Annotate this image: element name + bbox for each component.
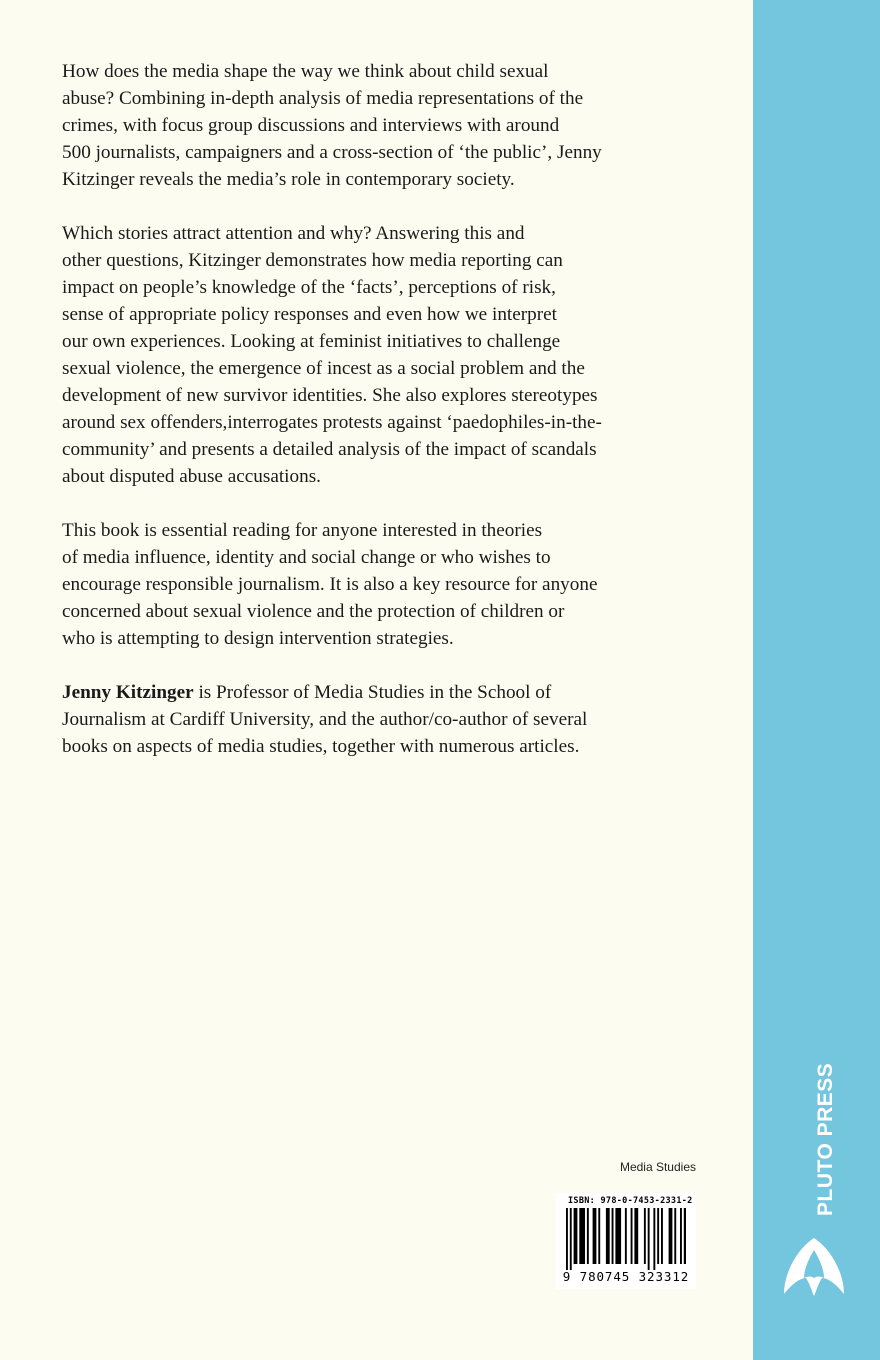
- text-line: of media influence, identity and social change or who wishes to: [62, 547, 551, 568]
- author-bio-text: is Professor of Media Studies in the School of: [193, 682, 552, 703]
- text-line: around sex offenders,interrogates protests against ‘paedophiles-in-the-: [62, 412, 602, 433]
- text-line: crimes, with focus group discussions and interviews with around: [62, 115, 560, 136]
- text-line: concerned about sexual violence and the protection of children or: [62, 601, 565, 622]
- barcode-bar: [574, 1208, 578, 1264]
- text-line: Which stories attract attention and why? Answering this and: [62, 223, 525, 244]
- pluto-press-logo-icon: [782, 1236, 846, 1298]
- barcode-bar: [653, 1208, 655, 1270]
- text-line: who is attempting to design intervention strategies.: [62, 628, 454, 649]
- blurb-paragraph-3: [62, 517, 702, 652]
- text-line: Journalism at Cardiff University, and the author/co-author of several: [62, 709, 588, 730]
- text-line: impact on people’s knowledge of the ‘facts’, perceptions of risk,: [62, 277, 556, 298]
- text-line: community’ and presents a detailed analysis of the impact of scandals: [62, 439, 597, 460]
- isbn-barcode: [556, 1193, 696, 1289]
- barcode-bar: [657, 1208, 659, 1264]
- barcode-bar: [625, 1208, 627, 1264]
- author-bio: [62, 679, 702, 760]
- barcode-bar: [612, 1208, 614, 1264]
- text-line: our own experiences. Looking at feminist initiatives to challenge: [62, 331, 561, 352]
- barcode-bar: [661, 1208, 663, 1264]
- text-line: abuse? Combining in-depth analysis of media representations of the: [62, 88, 584, 109]
- text-line: about disputed abuse accusations.: [62, 466, 321, 487]
- barcode-bar: [680, 1208, 682, 1264]
- barcode-bars: [566, 1208, 686, 1270]
- barcode-bar: [648, 1208, 650, 1270]
- text-line: How does the media shape the way we think about child sexual: [62, 61, 549, 82]
- blurb-paragraph-1: [62, 58, 702, 193]
- text-line: development of new survivor identities. She also explores stereotypes: [62, 385, 598, 406]
- barcode-bar: [684, 1208, 686, 1264]
- barcode-bar: [587, 1208, 589, 1264]
- text-line: 500 journalists, campaigners and a cross-section of ‘the public’, Jenny: [62, 142, 602, 163]
- barcode-bar: [669, 1208, 673, 1264]
- barcode-bar: [644, 1208, 646, 1264]
- back-cover-text: [62, 58, 702, 787]
- barcode-bar: [615, 1208, 621, 1264]
- text-line: sense of appropriate policy responses and even how we interpret: [62, 304, 557, 325]
- text-line: [62, 679, 702, 706]
- text-line: Kitzinger reveals the media’s role in contemporary society.: [62, 169, 515, 190]
- barcode-bar: [634, 1208, 638, 1264]
- text-line: This book is essential reading for anyone interested in theories: [62, 520, 543, 541]
- barcode-bar: [593, 1208, 597, 1264]
- text-line: encourage responsible journalism. It is also a key resource for anyone: [62, 574, 598, 595]
- barcode-bar: [631, 1208, 633, 1264]
- text-line: books on aspects of media studies, together with numerous articles.: [62, 736, 580, 757]
- barcode-bar: [579, 1208, 585, 1264]
- barcode-bar: [566, 1208, 568, 1270]
- publisher-name: PLUTO PRESS: [814, 1062, 837, 1216]
- author-name: Jenny Kitzinger: [62, 682, 194, 703]
- isbn-digits: 9 780745 323312: [562, 1269, 690, 1284]
- isbn-label: ISBN: 978-0-7453-2331-2: [568, 1196, 693, 1206]
- barcode-bar: [606, 1208, 610, 1264]
- barcode-bar: [674, 1208, 676, 1264]
- category-label: Media Studies: [619, 1160, 696, 1174]
- barcode-bar: [598, 1208, 600, 1264]
- text-line: sexual violence, the emergence of incest as a social problem and the: [62, 358, 585, 379]
- blurb-paragraph-2: [62, 220, 702, 490]
- barcode-bar: [570, 1208, 572, 1270]
- text-line: other questions, Kitzinger demonstrates how media reporting can: [62, 250, 563, 271]
